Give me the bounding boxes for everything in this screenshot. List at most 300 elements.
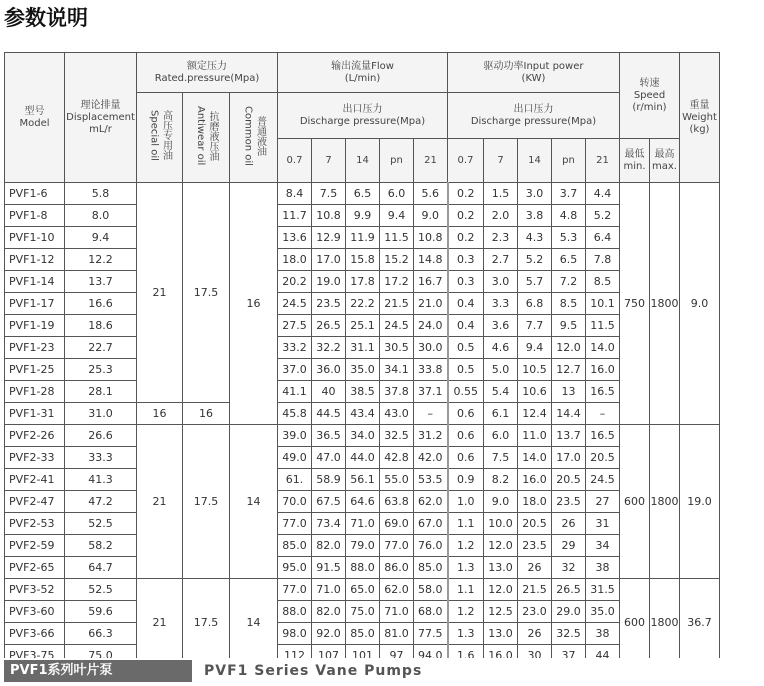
- power-value-cell: 3.6: [484, 315, 518, 337]
- flow-value-cell: 39.0: [278, 425, 312, 447]
- flow-value-cell: 85.0: [414, 557, 448, 579]
- power-value-cell: 1.3: [448, 623, 484, 645]
- power-value-cell: 4.6: [484, 337, 518, 359]
- power-value-cell: 20.5: [586, 447, 620, 469]
- power-value-cell: 5.3: [552, 227, 586, 249]
- flow-value-cell: 17.0: [312, 249, 346, 271]
- power-value-cell: 16.0: [484, 645, 518, 659]
- power-value-cell: 10.5: [518, 359, 552, 381]
- power-value-cell: 6.4: [586, 227, 620, 249]
- power-value-cell: 11.5: [586, 315, 620, 337]
- flow-value-cell: 43.0: [380, 403, 414, 425]
- power-value-cell: 18.0: [518, 491, 552, 513]
- flow-value-cell: 38.5: [346, 381, 380, 403]
- power-value-cell: 12.0: [484, 535, 518, 557]
- power-value-cell: 3.8: [518, 205, 552, 227]
- power-value-cell: 9.4: [518, 337, 552, 359]
- header-min: 最低 min.: [620, 139, 650, 183]
- power-value-cell: 0.5: [448, 359, 484, 381]
- displacement-cell: 26.6: [65, 425, 137, 447]
- model-cell: PVF1-23: [5, 337, 65, 359]
- flow-value-cell: 20.2: [278, 271, 312, 293]
- flow-value-cell: 88.0: [278, 601, 312, 623]
- model-cell: PVF2-41: [5, 469, 65, 491]
- displacement-cell: 8.0: [65, 205, 137, 227]
- power-value-cell: –: [586, 403, 620, 425]
- flow-value-cell: 88.0: [346, 557, 380, 579]
- flow-value-cell: 33.2: [278, 337, 312, 359]
- table-row: [5, 315, 720, 337]
- power-value-cell: 2.3: [484, 227, 518, 249]
- flow-value-cell: 10.8: [414, 227, 448, 249]
- power-value-cell: 12.7: [552, 359, 586, 381]
- flow-value-cell: 43.4: [346, 403, 380, 425]
- power-value-cell: 12.4: [518, 403, 552, 425]
- flow-value-cell: 11.5: [380, 227, 414, 249]
- power-value-cell: 10.0: [484, 513, 518, 535]
- model-cell: PVF3-60: [5, 601, 65, 623]
- power-value-cell: 0.4: [448, 315, 484, 337]
- power-value-cell: 16.0: [586, 359, 620, 381]
- model-cell: PVF1-14: [5, 271, 65, 293]
- power-value-cell: 5.0: [484, 359, 518, 381]
- model-cell: PVF1-19: [5, 315, 65, 337]
- flow-value-cell: 9.4: [380, 205, 414, 227]
- flow-value-cell: 30.0: [414, 337, 448, 359]
- table-row: [5, 535, 720, 557]
- power-value-cell: 20.5: [518, 513, 552, 535]
- power-p-1: 7: [484, 139, 518, 183]
- power-value-cell: 7.2: [552, 271, 586, 293]
- flow-p-1: 7: [312, 139, 346, 183]
- power-value-cell: 26: [518, 623, 552, 645]
- table-row: [5, 425, 720, 447]
- power-value-cell: 1.2: [448, 535, 484, 557]
- power-value-cell: 31.5: [586, 579, 620, 601]
- power-value-cell: 12.5: [484, 601, 518, 623]
- flow-value-cell: 6.0: [380, 183, 414, 205]
- flow-value-cell: 10.8: [312, 205, 346, 227]
- power-value-cell: 4.4: [586, 183, 620, 205]
- power-value-cell: 13.0: [484, 623, 518, 645]
- flow-value-cell: 13.6: [278, 227, 312, 249]
- power-p-2: 14: [518, 139, 552, 183]
- displacement-cell: 16.6: [65, 293, 137, 315]
- model-cell: PVF1-28: [5, 381, 65, 403]
- power-value-cell: 0.2: [448, 227, 484, 249]
- flow-value-cell: 25.1: [346, 315, 380, 337]
- antiwear-oil-cell: 17.5: [183, 579, 230, 659]
- power-value-cell: 10.1: [586, 293, 620, 315]
- flow-value-cell: 11.9: [346, 227, 380, 249]
- flow-value-cell: 107: [312, 645, 346, 659]
- flow-value-cell: 5.6: [414, 183, 448, 205]
- model-cell: PVF2-59: [5, 535, 65, 557]
- flow-value-cell: 9.0: [414, 205, 448, 227]
- power-value-cell: 20.5: [552, 469, 586, 491]
- header-common-oil: 普通液油 Common oil: [230, 93, 278, 183]
- table-row: [5, 337, 720, 359]
- power-value-cell: 16.5: [586, 425, 620, 447]
- flow-value-cell: 73.4: [312, 513, 346, 535]
- weight-cell: 9.0: [680, 183, 720, 425]
- flow-value-cell: 19.0: [312, 271, 346, 293]
- speed-max-cell: 1800: [650, 183, 680, 425]
- flow-value-cell: 97: [380, 645, 414, 659]
- power-value-cell: 1.5: [484, 183, 518, 205]
- power-value-cell: 14.0: [586, 337, 620, 359]
- displacement-cell: 9.4: [65, 227, 137, 249]
- flow-value-cell: 77.5: [414, 623, 448, 645]
- power-value-cell: 24.5: [586, 469, 620, 491]
- footer-cn-banner: PVF1系列叶片泵: [4, 660, 192, 682]
- displacement-cell: 47.2: [65, 491, 137, 513]
- header-special-oil: 高压专用油 Special oil: [137, 93, 183, 183]
- flow-value-cell: 31.2: [414, 425, 448, 447]
- common-oil-cell: 14: [230, 425, 278, 579]
- flow-value-cell: 101: [346, 645, 380, 659]
- flow-value-cell: 58.9: [312, 469, 346, 491]
- flow-value-cell: 53.5: [414, 469, 448, 491]
- power-value-cell: 16.5: [586, 381, 620, 403]
- power-value-cell: 29: [552, 535, 586, 557]
- table-row: [5, 381, 720, 403]
- flow-value-cell: 32.2: [312, 337, 346, 359]
- flow-value-cell: 64.6: [346, 491, 380, 513]
- footer-en-title: PVF1 Series Vane Pumps: [204, 663, 423, 679]
- flow-value-cell: 71.0: [380, 601, 414, 623]
- table-body: [5, 183, 720, 659]
- flow-value-cell: 42.8: [380, 447, 414, 469]
- flow-value-cell: 76.0: [414, 535, 448, 557]
- flow-value-cell: 31.1: [346, 337, 380, 359]
- displacement-cell: 33.3: [65, 447, 137, 469]
- power-value-cell: 1.6: [448, 645, 484, 659]
- model-cell: PVF2-47: [5, 491, 65, 513]
- flow-value-cell: 62.0: [380, 579, 414, 601]
- power-value-cell: 26: [518, 557, 552, 579]
- antiwear-oil-cell: 16: [183, 403, 230, 425]
- power-value-cell: 44: [586, 645, 620, 659]
- power-value-cell: 12.0: [484, 579, 518, 601]
- flow-value-cell: 49.0: [278, 447, 312, 469]
- speed-min-cell: 750: [620, 183, 650, 425]
- table-row: [5, 271, 720, 293]
- flow-value-cell: 112: [278, 645, 312, 659]
- power-value-cell: 13.7: [552, 425, 586, 447]
- power-value-cell: 35.0: [586, 601, 620, 623]
- power-value-cell: 6.0: [484, 425, 518, 447]
- flow-value-cell: 77.0: [380, 535, 414, 557]
- flow-value-cell: 8.4: [278, 183, 312, 205]
- header-displacement: 理论排量 Displacement mL/r: [65, 53, 137, 183]
- displacement-cell: 64.7: [65, 557, 137, 579]
- power-value-cell: 29.0: [552, 601, 586, 623]
- flow-value-cell: 17.8: [346, 271, 380, 293]
- header-flow: 输出流量Flow (L/min): [278, 53, 448, 93]
- power-value-cell: 10.6: [518, 381, 552, 403]
- power-value-cell: 4.3: [518, 227, 552, 249]
- power-value-cell: 0.2: [448, 205, 484, 227]
- flow-value-cell: 85.0: [346, 623, 380, 645]
- power-value-cell: 1.1: [448, 513, 484, 535]
- flow-p-2: 14: [346, 139, 380, 183]
- power-p-4: 21: [586, 139, 620, 183]
- flow-value-cell: 91.5: [312, 557, 346, 579]
- header-power: 驱动功率Input power (KW): [448, 53, 620, 93]
- power-value-cell: 1.1: [448, 579, 484, 601]
- model-cell: PVF3-66: [5, 623, 65, 645]
- power-value-cell: 21.5: [518, 579, 552, 601]
- power-value-cell: 6.1: [484, 403, 518, 425]
- table-row: [5, 227, 720, 249]
- table-row: [5, 491, 720, 513]
- table-row: [5, 513, 720, 535]
- flow-value-cell: 36.0: [312, 359, 346, 381]
- header-weight: 重量 Weight (kg): [680, 53, 720, 183]
- flow-value-cell: 82.0: [312, 535, 346, 557]
- power-value-cell: 5.2: [518, 249, 552, 271]
- flow-value-cell: 63.8: [380, 491, 414, 513]
- power-value-cell: 8.2: [484, 469, 518, 491]
- flow-value-cell: 37.8: [380, 381, 414, 403]
- flow-value-cell: 82.0: [312, 601, 346, 623]
- table-row: [5, 469, 720, 491]
- power-value-cell: 2.0: [484, 205, 518, 227]
- speed-min-cell: 600: [620, 579, 650, 659]
- power-value-cell: 23.5: [518, 535, 552, 557]
- special-oil-cell: 21: [137, 579, 183, 659]
- power-value-cell: 6.8: [518, 293, 552, 315]
- flow-value-cell: 71.0: [312, 579, 346, 601]
- power-value-cell: 17.0: [552, 447, 586, 469]
- table-row: [5, 293, 720, 315]
- flow-value-cell: 24.0: [414, 315, 448, 337]
- flow-value-cell: 81.0: [380, 623, 414, 645]
- flow-value-cell: 7.5: [312, 183, 346, 205]
- power-value-cell: 5.2: [586, 205, 620, 227]
- power-value-cell: 34: [586, 535, 620, 557]
- flow-value-cell: 18.0: [278, 249, 312, 271]
- power-value-cell: 23.5: [552, 491, 586, 513]
- header-flow-discharge: 出口压力 Discharge pressure(Mpa): [278, 93, 448, 139]
- displacement-cell: 75.0: [65, 645, 137, 659]
- displacement-cell: 13.7: [65, 271, 137, 293]
- flow-value-cell: 32.5: [380, 425, 414, 447]
- flow-value-cell: 55.0: [380, 469, 414, 491]
- weight-cell: 36.7: [680, 579, 720, 659]
- power-value-cell: 38: [586, 623, 620, 645]
- speed-min-cell: 600: [620, 425, 650, 579]
- header-antiwear-oil: 抗磨液压油 Antiwear oil: [183, 93, 230, 183]
- table-row: [5, 205, 720, 227]
- model-cell: PVF1-10: [5, 227, 65, 249]
- power-value-cell: 2.7: [484, 249, 518, 271]
- displacement-cell: 25.3: [65, 359, 137, 381]
- flow-value-cell: 62.0: [414, 491, 448, 513]
- flow-value-cell: 42.0: [414, 447, 448, 469]
- header-rated-pressure: 额定压力 Rated.pressure(Mpa): [137, 53, 278, 93]
- displacement-cell: 28.1: [65, 381, 137, 403]
- power-p-0: 0.7: [448, 139, 484, 183]
- flow-value-cell: 41.1: [278, 381, 312, 403]
- flow-value-cell: 21.0: [414, 293, 448, 315]
- displacement-cell: 52.5: [65, 579, 137, 601]
- header-power-discharge: 出口压力 Discharge pressure(Mpa): [448, 93, 620, 139]
- power-value-cell: 26.5: [552, 579, 586, 601]
- displacement-cell: 5.8: [65, 183, 137, 205]
- displacement-cell: 12.2: [65, 249, 137, 271]
- power-value-cell: 0.2: [448, 183, 484, 205]
- flow-value-cell: 34.1: [380, 359, 414, 381]
- flow-value-cell: 17.2: [380, 271, 414, 293]
- flow-p-4: 21: [414, 139, 448, 183]
- flow-value-cell: 58.0: [414, 579, 448, 601]
- flow-value-cell: 44.5: [312, 403, 346, 425]
- power-value-cell: 13.0: [484, 557, 518, 579]
- antiwear-oil-cell: 17.5: [183, 425, 230, 579]
- flow-value-cell: 95.0: [278, 557, 312, 579]
- table-row: [5, 601, 720, 623]
- flow-value-cell: 34.0: [346, 425, 380, 447]
- flow-value-cell: 85.0: [278, 535, 312, 557]
- flow-value-cell: 35.0: [346, 359, 380, 381]
- power-value-cell: 4.8: [552, 205, 586, 227]
- flow-value-cell: 61.: [278, 469, 312, 491]
- common-oil-cell: 16: [230, 183, 278, 425]
- flow-value-cell: 69.0: [380, 513, 414, 535]
- flow-value-cell: 12.9: [312, 227, 346, 249]
- power-value-cell: 7.8: [586, 249, 620, 271]
- flow-value-cell: 33.8: [414, 359, 448, 381]
- power-value-cell: 11.0: [518, 425, 552, 447]
- power-value-cell: 7.7: [518, 315, 552, 337]
- flow-p-3: pn: [380, 139, 414, 183]
- flow-value-cell: 6.5: [346, 183, 380, 205]
- table-row: [5, 645, 720, 659]
- flow-value-cell: 47.0: [312, 447, 346, 469]
- power-value-cell: 26: [552, 513, 586, 535]
- flow-value-cell: 68.0: [414, 601, 448, 623]
- power-value-cell: 31: [586, 513, 620, 535]
- model-cell: PVF2-26: [5, 425, 65, 447]
- power-value-cell: 37: [552, 645, 586, 659]
- power-value-cell: 6.5: [552, 249, 586, 271]
- flow-value-cell: 92.0: [312, 623, 346, 645]
- power-value-cell: 3.7: [552, 183, 586, 205]
- power-value-cell: 1.0: [448, 491, 484, 513]
- power-value-cell: 8.5: [586, 271, 620, 293]
- power-value-cell: 0.6: [448, 425, 484, 447]
- power-value-cell: 9.5: [552, 315, 586, 337]
- table-row: [5, 403, 720, 425]
- flow-value-cell: 44.0: [346, 447, 380, 469]
- flow-value-cell: 77.0: [278, 513, 312, 535]
- special-oil-cell: 21: [137, 425, 183, 579]
- model-cell: PVF2-65: [5, 557, 65, 579]
- flow-value-cell: 65.0: [346, 579, 380, 601]
- flow-value-cell: 27.5: [278, 315, 312, 337]
- power-value-cell: 13: [552, 381, 586, 403]
- flow-value-cell: 56.1: [346, 469, 380, 491]
- power-value-cell: 8.5: [552, 293, 586, 315]
- model-cell: PVF2-33: [5, 447, 65, 469]
- model-cell: PVF1-6: [5, 183, 65, 205]
- flow-value-cell: 71.0: [346, 513, 380, 535]
- model-cell: PVF3-75: [5, 645, 65, 659]
- flow-value-cell: 67.5: [312, 491, 346, 513]
- speed-max-cell: 1800: [650, 579, 680, 659]
- flow-value-cell: 14.8: [414, 249, 448, 271]
- flow-value-cell: 70.0: [278, 491, 312, 513]
- flow-value-cell: 30.5: [380, 337, 414, 359]
- flow-value-cell: 15.2: [380, 249, 414, 271]
- flow-value-cell: 77.0: [278, 579, 312, 601]
- flow-value-cell: 21.5: [380, 293, 414, 315]
- table-row: [5, 579, 720, 601]
- power-value-cell: 0.55: [448, 381, 484, 403]
- displacement-cell: 41.3: [65, 469, 137, 491]
- common-oil-cell: 14: [230, 579, 278, 659]
- power-value-cell: 12.0: [552, 337, 586, 359]
- power-value-cell: 1.2: [448, 601, 484, 623]
- flow-value-cell: 11.7: [278, 205, 312, 227]
- power-value-cell: 0.9: [448, 469, 484, 491]
- flow-value-cell: 75.0: [346, 601, 380, 623]
- power-value-cell: 3.3: [484, 293, 518, 315]
- table-row: [5, 447, 720, 469]
- flow-value-cell: 22.2: [346, 293, 380, 315]
- flow-value-cell: 16.7: [414, 271, 448, 293]
- displacement-cell: 66.3: [65, 623, 137, 645]
- power-value-cell: 5.7: [518, 271, 552, 293]
- power-value-cell: 3.0: [518, 183, 552, 205]
- power-value-cell: 5.4: [484, 381, 518, 403]
- model-cell: PVF1-17: [5, 293, 65, 315]
- special-oil-cell: 16: [137, 403, 183, 425]
- spec-table: [4, 52, 720, 658]
- table-row: [5, 359, 720, 381]
- header-model: 型号 Model: [5, 53, 65, 183]
- model-cell: PVF2-53: [5, 513, 65, 535]
- power-value-cell: 30: [518, 645, 552, 659]
- flow-value-cell: 24.5: [278, 293, 312, 315]
- power-value-cell: 0.5: [448, 337, 484, 359]
- flow-value-cell: 98.0: [278, 623, 312, 645]
- flow-value-cell: 15.8: [346, 249, 380, 271]
- flow-value-cell: 37.1: [414, 381, 448, 403]
- model-cell: PVF1-31: [5, 403, 65, 425]
- power-value-cell: 16.0: [518, 469, 552, 491]
- page-title: 参数说明: [4, 6, 88, 30]
- table-row: [5, 249, 720, 271]
- header-max: 最高 max.: [650, 139, 680, 183]
- table-row: [5, 623, 720, 645]
- flow-value-cell: 36.5: [312, 425, 346, 447]
- power-value-cell: 0.4: [448, 293, 484, 315]
- displacement-cell: 22.7: [65, 337, 137, 359]
- displacement-cell: 52.5: [65, 513, 137, 535]
- flow-value-cell: 37.0: [278, 359, 312, 381]
- power-value-cell: 23.0: [518, 601, 552, 623]
- power-value-cell: 0.3: [448, 249, 484, 271]
- displacement-cell: 58.2: [65, 535, 137, 557]
- flow-value-cell: 9.9: [346, 205, 380, 227]
- power-value-cell: 0.6: [448, 447, 484, 469]
- power-value-cell: 3.0: [484, 271, 518, 293]
- flow-value-cell: 24.5: [380, 315, 414, 337]
- speed-max-cell: 1800: [650, 425, 680, 579]
